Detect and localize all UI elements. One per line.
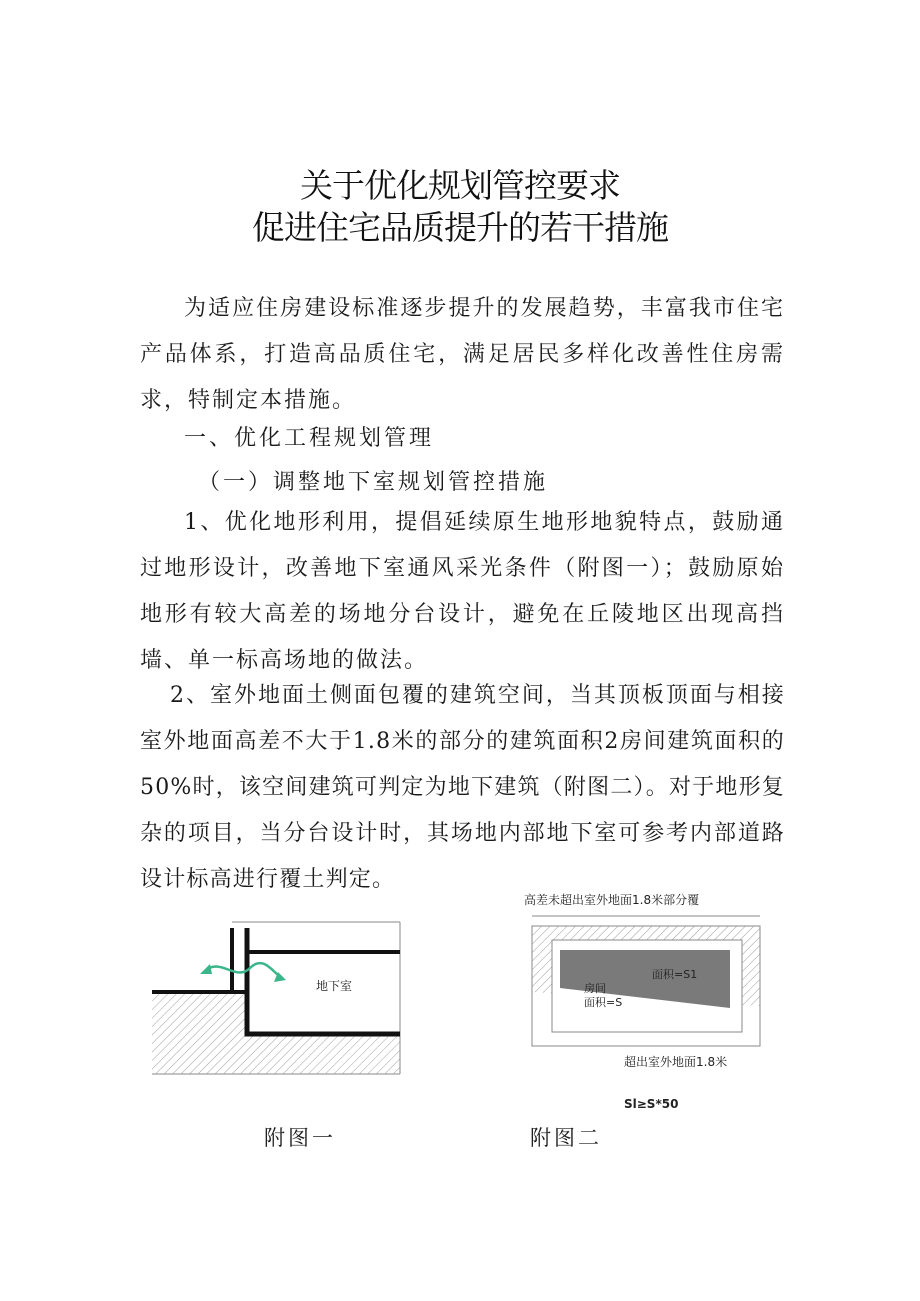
top-annotation: 高差未超出室外地面1.8米部分覆 bbox=[524, 893, 700, 907]
intro-paragraph: 为适应住房建设标准逐步提升的发展趋势，丰富我市住宅产品体系，打造高品质住宅，满足居民多样化改善性住房需求，特制定本措施。 bbox=[140, 296, 785, 413]
item-2-paragraph: 2、室外地面土侧面包覆的建筑空间，当其顶板顶面与相接室外地面高差不大于1.8米的部分的建筑面积2房间建筑面积的50%时，该空间建筑可判定为地下建筑（附图二）。对于地形复杂的项目，当分台设计时，其场地内部地下室可参考内部道路设计标高进行覆土判定。 bbox=[140, 683, 785, 892]
document-title-line-2: 促进住宅品质提升的若干措施 bbox=[252, 208, 668, 247]
figure-2-caption: 附图二 bbox=[530, 1126, 602, 1150]
figure-2-diagram bbox=[520, 888, 780, 1116]
ventilation-arrow bbox=[206, 963, 282, 978]
subsection-heading: （一）调整地下室规划管控措施 bbox=[198, 470, 549, 495]
area-s-label: 面积=S bbox=[584, 996, 623, 1009]
item-1-paragraph: 1、优化地形利用，提倡延续原生地形地貌特点，鼓励通过地形设计，改善地下室通风采光条件（附图一）；鼓励原始地形有较大高差的场地分台设计，避免在丘陵地区出现高挡墙、单一标高场地的做法。 bbox=[140, 510, 785, 673]
room-label: 房间 bbox=[584, 982, 606, 995]
figure-1-diagram bbox=[150, 918, 410, 1078]
figure-1-caption: 附图一 bbox=[264, 1126, 336, 1150]
section-heading: 一、优化工程规划管理 bbox=[184, 426, 435, 451]
document-title-line-1: 关于优化规划管控要求 bbox=[300, 166, 620, 205]
bottom-annotation: 超出室外地面1.8米 bbox=[624, 1055, 728, 1069]
area-formula: Sl≥S*50 bbox=[624, 1097, 679, 1111]
arrow-head-left bbox=[200, 964, 212, 974]
basement-label: 地下室 bbox=[316, 979, 353, 993]
area-s1-label: 面积=S1 bbox=[652, 968, 698, 981]
